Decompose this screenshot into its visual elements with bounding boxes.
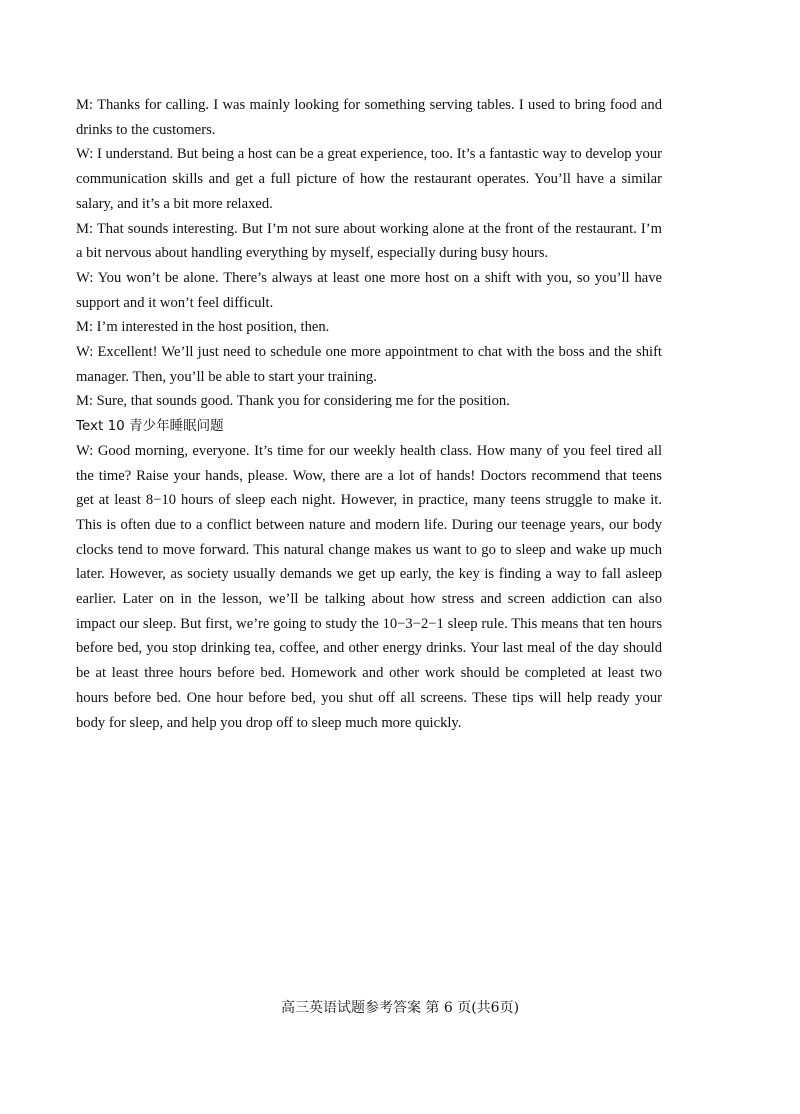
- dialogue-line: M: That sounds interesting. But I’m not sure about working alone at the front of the restaurant. I’m a bit nervous about handling everything by myself, especially during busy hours.: [76, 220, 662, 262]
- section-title: Text 10 青少年睡眠问题: [76, 418, 224, 435]
- dialogue-line: M: Thanks for calling. I was mainly looking for something serving tables. I used to bring food and drinks to the customers.: [76, 97, 662, 138]
- dialogue-line: M: I’m interested in the host position, then.: [76, 319, 330, 336]
- dialogue-line: W: Excellent! We’ll just need to schedule one more appointment to chat with the boss and the shift manager. Then, you’ll be able to start your training.: [76, 344, 662, 385]
- monologue-paragraph: W: Good morning, everyone. It’s time for our weekly health class. How many of you feel tired all the time? Raise your hands, please. Wow, there are a lot of hands! Doctors recommend that teens get at least 8−10 hours of sleep each night. However, in practice, many teens struggle to make it. This is often due to a conflict between nature and modern life. During our teenage years, our body clocks tend to move forward. This natural change makes us want to go to sleep and wake up much later. However, as society usually demands we get up early, the key is finding a way to fall asleep earlier. Later on in the lesson, we’ll be talking about how stress and screen addiction can also impact our sleep. But first, we’re going to study the 10−3−2−1 sleep rule. This means that ten hours before bed, you stop drinking tea, coffee, and other energy drinks. Your last meal of the day should be at least three hours before bed. Homework and other work should be completed at least two hours before bed. One hour before bed, you shut off all screens. These tips will help ready your body for sleep, and help you drop off to sleep much more quickly.: [76, 442, 662, 731]
- dialogue-line: W: You won’t be alone. There’s always at least one more host on a shift with you, so you’ll have support and it won’t feel difficult.: [76, 269, 662, 311]
- document-body: [76, 93, 662, 735]
- dialogue-line: M: Sure, that sounds good. Thank you for considering me for the position.: [76, 393, 510, 410]
- dialogue-line: W: I understand. But being a host can be a great experience, too. It’s a fantastic way to develop your communication skills and get a full picture of how the restaurant operates. You’ll have a similar salary, and it’s a bit more relaxed.: [76, 146, 662, 212]
- page-footer: 高三英语试题参考答案 第 6 页(共6页): [280, 1000, 520, 1016]
